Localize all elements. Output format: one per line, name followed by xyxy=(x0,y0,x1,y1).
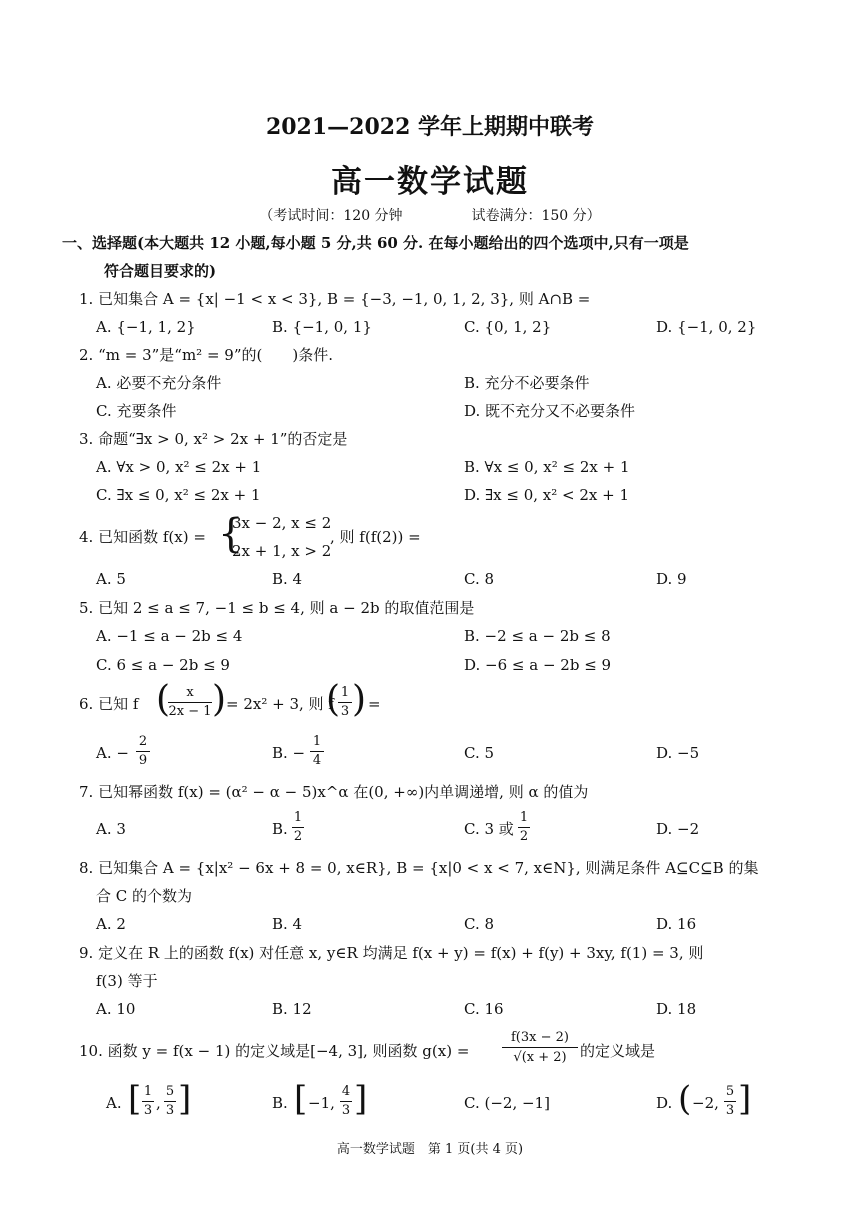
question-6-tail: = xyxy=(368,695,381,713)
question-5: 5. 已知 2 ≤ a ≤ 7, −1 ≤ b ≤ 4, 则 a − 2b 的取值范围是 xyxy=(79,599,475,617)
q10-frac-num: f(3x − 2) xyxy=(511,1030,569,1045)
fraction-bar xyxy=(340,1101,352,1102)
question-4-tail: , 则 f(f(2)) = xyxy=(330,528,421,546)
q9-option-b: B. 12 xyxy=(272,1000,312,1018)
q5-option-a: A. −1 ≤ a − 2b ≤ 4 xyxy=(96,627,243,645)
question-9-cont: f(3) 等于 xyxy=(96,972,158,990)
q10-option-b: B. xyxy=(272,1094,288,1112)
q4-option-c: C. 8 xyxy=(464,570,495,588)
piecewise-case-2: 2x + 1, x > 2 xyxy=(232,542,332,560)
paren-left-2: ( xyxy=(326,679,341,720)
q3-option-a: A. ∀x > 0, x² ≤ 2x + 1 xyxy=(96,458,262,476)
fraction-bar xyxy=(142,1101,154,1102)
paren-left: ( xyxy=(156,679,171,720)
q4-option-a: A. 5 xyxy=(96,570,126,588)
page-title: 高一数学试题 xyxy=(331,164,529,200)
q2-option-d: D. 既不充分又不必要条件 xyxy=(464,402,636,420)
q1-option-a: A. {−1, 1, 2} xyxy=(96,318,196,336)
q10a-den1: 3 xyxy=(143,1103,153,1118)
q10-option-a: A. xyxy=(106,1094,122,1112)
q5-option-d: D. −6 ≤ a − 2b ≤ 9 xyxy=(464,656,612,674)
q1-option-d: D. {−1, 0, 2} xyxy=(656,318,757,336)
q4-option-d: D. 9 xyxy=(656,570,687,588)
q8-option-a: A. 2 xyxy=(96,915,126,933)
frac6b-num: 1 xyxy=(340,685,350,700)
bracket-right: ] xyxy=(354,1079,368,1119)
fraction-bar xyxy=(168,702,212,703)
q9-option-a: A. 10 xyxy=(96,1000,136,1018)
fraction-bar xyxy=(502,1047,578,1048)
q10d-lower: −2, xyxy=(692,1094,719,1112)
question-10-tail: 的定义域是 xyxy=(580,1042,656,1060)
frac6-den: 2x − 1 xyxy=(168,704,212,719)
frac6b-den: 3 xyxy=(340,704,350,719)
q10a-num1: 1 xyxy=(143,1084,153,1099)
q10a-den2: 3 xyxy=(165,1103,175,1118)
q8-option-b: B. 4 xyxy=(272,915,303,933)
q4-option-b: B. 4 xyxy=(272,570,303,588)
bracket-right: ] xyxy=(178,1079,192,1119)
question-3: 3. 命题“∃x > 0, x² > 2x + 1”的否定是 xyxy=(79,430,348,448)
section-heading-cont: 符合题目要求的) xyxy=(104,262,217,280)
comma: , xyxy=(156,1094,161,1112)
q9-option-c: C. 16 xyxy=(464,1000,504,1018)
q6-option-a: A. − xyxy=(96,744,129,762)
fraction-bar xyxy=(518,827,530,828)
q10d-num: 5 xyxy=(725,1084,735,1099)
exam-time: （考试时间：120 分钟 xyxy=(259,208,403,224)
frac6-num: x xyxy=(186,685,194,700)
q7-option-c: C. 3 或 xyxy=(464,820,514,838)
fraction-bar xyxy=(310,751,324,752)
q7b-num: 1 xyxy=(293,810,303,825)
q6b-num: 1 xyxy=(312,734,322,749)
q5-option-b: B. −2 ≤ a − 2b ≤ 8 xyxy=(464,627,611,645)
q7-option-a: A. 3 xyxy=(96,820,126,838)
exam-info xyxy=(0,205,860,225)
question-1: 1. 已知集合 A = {x| −1 < x < 3}, B = {−3, −1, 0, 1, 2, 3}, 则 A∩B = xyxy=(79,290,591,308)
section-heading: 一、选择题(本大题共 12 小题,每小题 5 分,共 60 分. 在每小题给出的四个选项中,只有一项是 xyxy=(62,234,689,252)
q3-option-c: C. ∃x ≤ 0, x² ≤ 2x + 1 xyxy=(96,486,261,504)
q2-option-b: B. 充分不必要条件 xyxy=(464,374,590,392)
q7b-den: 2 xyxy=(293,829,303,844)
exam-header: 2021—2022 学年上期期中联考 xyxy=(265,114,595,140)
q9-option-d: D. 18 xyxy=(656,1000,697,1018)
q10d-den: 3 xyxy=(725,1103,735,1118)
q8-option-d: D. 16 xyxy=(656,915,697,933)
paren-right-2: ) xyxy=(352,679,367,720)
bracket-left: [ xyxy=(294,1079,308,1119)
fraction-bar xyxy=(164,1101,176,1102)
q3-option-d: D. ∃x ≤ 0, x² < 2x + 1 xyxy=(464,486,630,504)
question-2: 2. “m = 3”是“m² = 9”的( )条件. xyxy=(79,346,333,364)
fraction-bar xyxy=(136,751,150,752)
q7c-den: 2 xyxy=(519,829,529,844)
q6a-num: 2 xyxy=(138,734,148,749)
q1-option-b: B. {−1, 0, 1} xyxy=(272,318,372,336)
q6a-den: 9 xyxy=(138,753,148,768)
piecewise-case-1: 3x − 2, x ≤ 2 xyxy=(232,514,332,532)
q8-option-c: C. 8 xyxy=(464,915,495,933)
question-9: 9. 定义在 R 上的函数 f(x) 对任意 x, y∈R 均满足 f(x + y) = f(x) + f(y) + 3xy, f(1) = 3, 则 xyxy=(79,944,704,962)
page-footer: 高一数学试题 第 1 页(共 4 页) xyxy=(336,1142,524,1157)
q6b-den: 4 xyxy=(312,753,322,768)
full-score: 试卷满分：150 分） xyxy=(471,208,601,224)
q2-option-a: A. 必要不充分条件 xyxy=(96,374,222,392)
q10a-num2: 5 xyxy=(165,1084,175,1099)
q10-option-c: C. (−2, −1] xyxy=(464,1094,550,1112)
q10b-num: 4 xyxy=(341,1084,351,1099)
q2-option-c: C. 充要条件 xyxy=(96,402,177,420)
bracket-left: [ xyxy=(128,1079,142,1119)
q7-option-d: D. −2 xyxy=(656,820,700,838)
q3-option-b: B. ∀x ≤ 0, x² ≤ 2x + 1 xyxy=(464,458,630,476)
brace-icon: { xyxy=(218,511,244,557)
question-8-cont: 合 C 的个数为 xyxy=(96,887,193,905)
fraction-bar xyxy=(724,1101,736,1102)
q10b-lower: −1, xyxy=(308,1094,335,1112)
q5-option-c: C. 6 ≤ a − 2b ≤ 9 xyxy=(96,656,230,674)
question-4: 4. 已知函数 f(x) = xyxy=(79,528,206,546)
q7-option-b: B. xyxy=(272,820,288,838)
question-8: 8. 已知集合 A = {x|x² − 6x + 8 = 0, x∈R}, B = {x|0 < x < 7, x∈N}, 则满足条件 A⊆C⊆B 的集 xyxy=(79,859,759,877)
q6-option-d: D. −5 xyxy=(656,744,700,762)
fraction-bar xyxy=(292,827,304,828)
question-10: 10. 函数 y = f(x − 1) 的定义域是[−4, 3], 则函数 g(x) = xyxy=(79,1042,470,1060)
paren-right: ) xyxy=(212,679,227,720)
q6-option-b: B. − xyxy=(272,744,306,762)
q7c-num: 1 xyxy=(519,810,529,825)
question-6-mid: = 2x² + 3, 则 f xyxy=(226,695,334,713)
q1-option-c: C. {0, 1, 2} xyxy=(464,318,552,336)
bracket-right: ] xyxy=(738,1079,752,1119)
q10-frac-den: √(x + 2) xyxy=(513,1050,567,1065)
q10b-den: 3 xyxy=(341,1103,351,1118)
question-6: 6. 已知 f xyxy=(79,695,139,713)
paren-left: ( xyxy=(678,1079,692,1119)
q10-option-d: D. xyxy=(656,1094,673,1112)
question-7: 7. 已知幂函数 f(x) = (α² − α − 5)x^α 在(0, +∞)内单调递增, 则 α 的值为 xyxy=(79,783,589,801)
q6-option-c: C. 5 xyxy=(464,744,495,762)
fraction-bar xyxy=(338,702,352,703)
